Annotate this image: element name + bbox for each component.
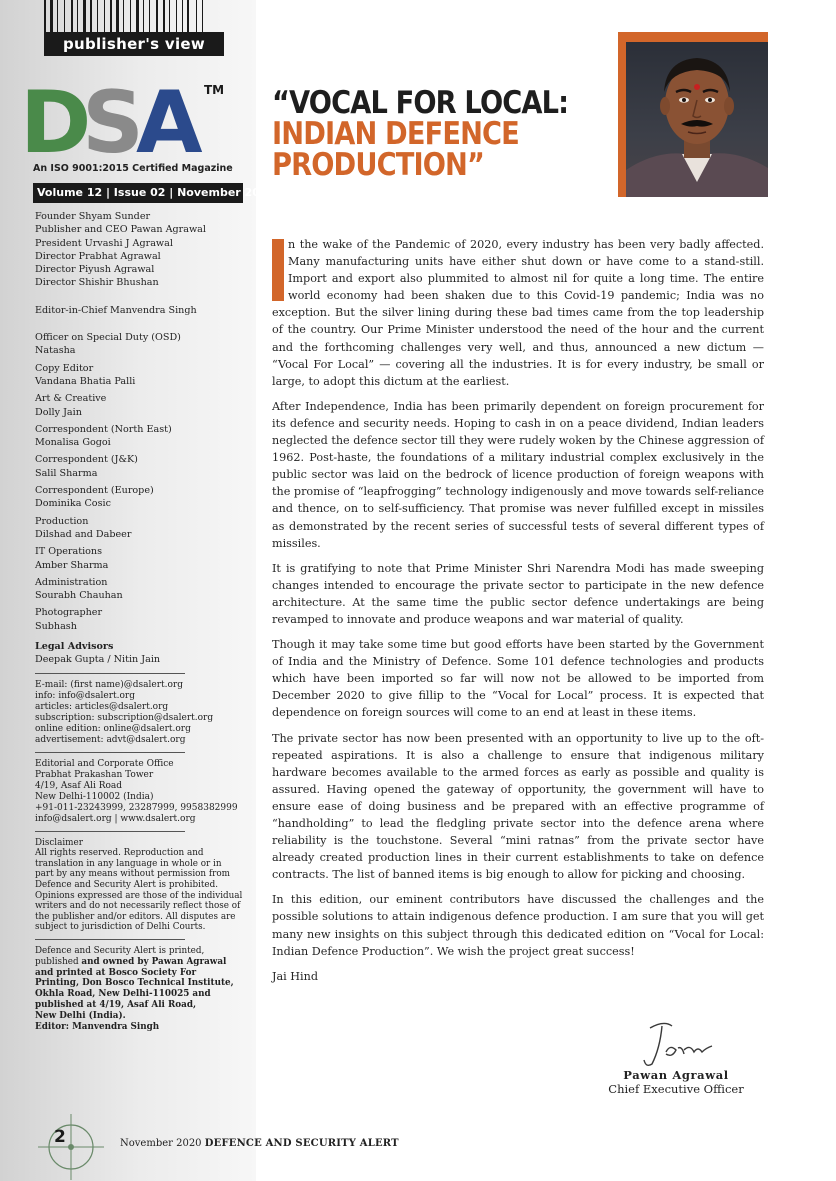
barcode-bar (57, 0, 58, 34)
barcode-bar (77, 0, 78, 34)
printer-imprint (35, 946, 250, 1032)
email-contacts: E-mail: (first name)@dsalert.org info: info@dsalert.org articles: articles@dsalert.org subscription: subscription@dsalert.org online edition: online@dsalert.org advertisement: advt@dsalert.org (35, 679, 214, 745)
article-paragraph: The private sector has now been presented with an opportunity to live up to the oft-repeated aspirations. It is also a challenge to ensure that indigenous military hardware becomes available to the armed forces as early as possible and quality is assured. Having opened the gateway of opportunity, the government will have to ensure ease of doing business and be prepared with an effective programme of “handholding” to lead the fledgling private sector into the defence arena where reliability is the touchstone. Several “mini ratnas” from the private sector have already created production lines in their current establishments to take on defence contracts. The list of banned items is big enough to allow for picking and choosing. (272, 731, 764, 882)
imprint-line: published at 4/19, Asaf Ali Road, (35, 999, 197, 1010)
barcode-bar (44, 0, 46, 34)
drop-cap-bar (272, 239, 284, 301)
volume-issue: Volume 12 | Issue 02 | November 2020 (33, 183, 243, 203)
editor-in-chief: Editor-in-Chief Manvendra Singh (35, 304, 197, 316)
section-label: publisher's view (44, 32, 224, 56)
handwritten-signature (636, 1018, 716, 1070)
signatory-title: Chief Executive Officer (608, 1082, 744, 1096)
barcode-bar (97, 0, 98, 34)
staff-name: Salil Sharma (35, 467, 98, 479)
imprint-line: Editor: Manvendra Singh (35, 1021, 160, 1032)
barcode-bar (163, 0, 165, 34)
page-footer (120, 1138, 399, 1149)
staff-name: Sourabh Chauhan (35, 590, 123, 602)
barcode-bar (123, 0, 124, 34)
staff-role: Correspondent (Europe) (35, 485, 154, 497)
barcode-bar (143, 0, 144, 34)
imprint-line: Printing, Don Bosco Technical Institute, (35, 978, 234, 989)
barcode-bar (169, 0, 170, 34)
trademark-mark: TM (204, 83, 225, 97)
barcode-bar (110, 0, 112, 34)
imprint-line: Defence and Security Alert is printed, (35, 945, 205, 956)
svg-text:A: A (136, 80, 197, 160)
barcode-graphic (44, 0, 224, 34)
crosshair-icon (36, 1112, 106, 1181)
staff-name: Dominika Cosic (35, 498, 111, 510)
signatory-name: Pawan Agrawal (623, 1068, 729, 1082)
author-portrait (626, 42, 768, 197)
barcode-bar (71, 0, 73, 34)
article-paragraph: In this edition, our eminent contributors have discussed the challenges and the possible solutions to attain indigenous defence production. I am sure that you will get many new insights on this subject through this dedicated edition on “Vocal for Local: Indian Defence Production”. We wish the project great success! (272, 893, 764, 958)
staff-role: Correspondent (J&K) (35, 454, 138, 466)
staff-name: Dilshad and Dabeer (35, 528, 132, 540)
masthead-credits (35, 210, 250, 1032)
barcode-bar (156, 0, 158, 34)
barcode-bar (176, 0, 177, 34)
barcode-bar (83, 0, 86, 34)
headline-line-3: PRODUCTION” (272, 147, 485, 183)
svg-text:S: S (82, 80, 138, 160)
imprint-line: published and owned by Pawan Agrawal (35, 956, 227, 967)
barcode-bar (136, 0, 139, 34)
article-paragraph: It is gratifying to note that Prime Minister Shri Narendra Modi has made sweeping changes intended to encourage the private sector to participate in the new defence architecture. At the same time the public sector defence undertakings are being revamped to innovate and produce weapons and war material of quality. (272, 561, 764, 626)
barcode-bar (149, 0, 150, 34)
barcode-bar (196, 0, 197, 34)
office-address: Editorial and Corporate Office Prabhat Prakashan Tower 4/19, Asaf Ali Road New Delhi-110002 (India) +91-011-23243999, 23287999, 9958382999 info@dsalert.org | www.dsalert.org (35, 758, 238, 824)
article-paragraph: After Independence, India has been primarily dependent on foreign procurement for its defence and security needs. Hoping to cash in on a peace dividend, Indian leaders neglected the defence sector till they were rudely woken by the Chinese aggression of 1962. Post-haste, the foundations of a military industrial complex exclusively in the public sector was laid on the bedrock of licence production of foreign weapons with the promise of “leapfrogging” technology indigenously and move towards self-reliance and thence, on to self-sufficiency. That promise was never fulfilled except in missiles as demonstrated by the recent series of successful tests of several different types of missiles. (272, 399, 764, 550)
logo-letters: D (20, 80, 86, 160)
iso-certification: An ISO 9001:2015 Certified Magazine (33, 163, 233, 174)
barcode-bar (64, 0, 65, 34)
article-signoff: Jai Hind (272, 969, 318, 983)
article-paragraph: n the wake of the Pandemic of 2020, every industry has been very badly affected. Many manufacturing units have either shut down or have come to a stand-still. Import and export also plummited to almost nil for quite a long time. The entire world economy had been shaken due to this Covid-19 pandemic; India was no exception. But the silver lining during these bad times came from the top leadership of the country. Our Prime Minister understood the need of the hour and the current and the forthcoming challenges very well, and thus, announced a new dictum — “Vocal For Local” — covering all the industries. It is for every industry, be small or large, to adopt this dictum at the earliest. (272, 238, 764, 388)
staff-role: Production (35, 515, 89, 527)
barcode-bar (104, 0, 105, 34)
disclaimer: Disclaimer All rights reserved. Reproduction and translation in any language in whole or in part by any means without permission from Defence and Security Alert is prohibited. Opinions expressed are those of the individual writers and do not necessarily reflect those of the publisher and/or editors. All disputes are subject to jurisdiction of Delhi Courts. (35, 837, 243, 933)
staff-name: Amber Sharma (35, 559, 109, 571)
staff-role: Correspondent (North East) (35, 423, 172, 435)
headline-line-1: “VOCAL FOR LOCAL: (272, 85, 569, 121)
staff-role: Art & Creative (35, 393, 107, 405)
legal-advisors: Legal Advisors Deepak Gupta / Nitin Jain (35, 641, 161, 666)
barcode-bar (202, 0, 203, 34)
signature-block (596, 1018, 756, 1096)
masthead-sidebar (0, 0, 276, 1181)
staff-name: Monalisa Gogoi (35, 437, 111, 449)
footer-publication: DEFENCE AND SECURITY ALERT (204, 1138, 399, 1149)
staff-role: Photographer (35, 607, 103, 619)
page-number: 2 (54, 1127, 66, 1147)
staff-name: Dolly Jain (35, 406, 82, 418)
staff-list (35, 331, 250, 633)
article-body (272, 236, 764, 993)
imprint-line: New Delhi (India). (35, 1010, 126, 1021)
barcode-bar (116, 0, 119, 34)
barcode-bar (90, 0, 92, 34)
dsa-logo (20, 80, 250, 160)
barcode-bar (130, 0, 131, 34)
imprint-line: Okhla Road, New Delhi-110025 and (35, 989, 211, 1000)
article-headline (272, 85, 580, 183)
barcode-bar (182, 0, 183, 34)
barcode-bar (187, 0, 189, 34)
staff-role: Officer on Special Duty (OSD) (35, 332, 181, 344)
staff-name: Vandana Bhatia Palli (35, 375, 136, 387)
article-paragraph: Though it may take some time but good efforts have been started by the Government of India and the Ministry of Defence. Some 101 defence technologies and products which have been imported so far will now not be allowed to be imported from December 2020 to give fillip to the “Vocal for Local” process. It is expected that dependence on foreign sources will come to an end at least in these items. (272, 638, 764, 720)
imprint-line: and printed at Bosco Society For (35, 967, 197, 978)
headline-line-2: INDIAN DEFENCE (272, 116, 519, 152)
footer-date: November 2020 (120, 1138, 202, 1149)
staff-role: IT Operations (35, 546, 103, 558)
staff-name: Natasha (35, 345, 76, 357)
barcode-bar (50, 0, 53, 34)
staff-name: Subhash (35, 620, 77, 632)
leadership-list: Founder Shyam Sunder Publisher and CEO Pawan Agrawal President Urvashi J Agrawal Director Prabhat Agrawal Director Piyush Agrawal Director Shishir Bhushan (35, 211, 206, 289)
staff-role: Copy Editor (35, 362, 94, 374)
staff-role: Administration (35, 576, 108, 588)
